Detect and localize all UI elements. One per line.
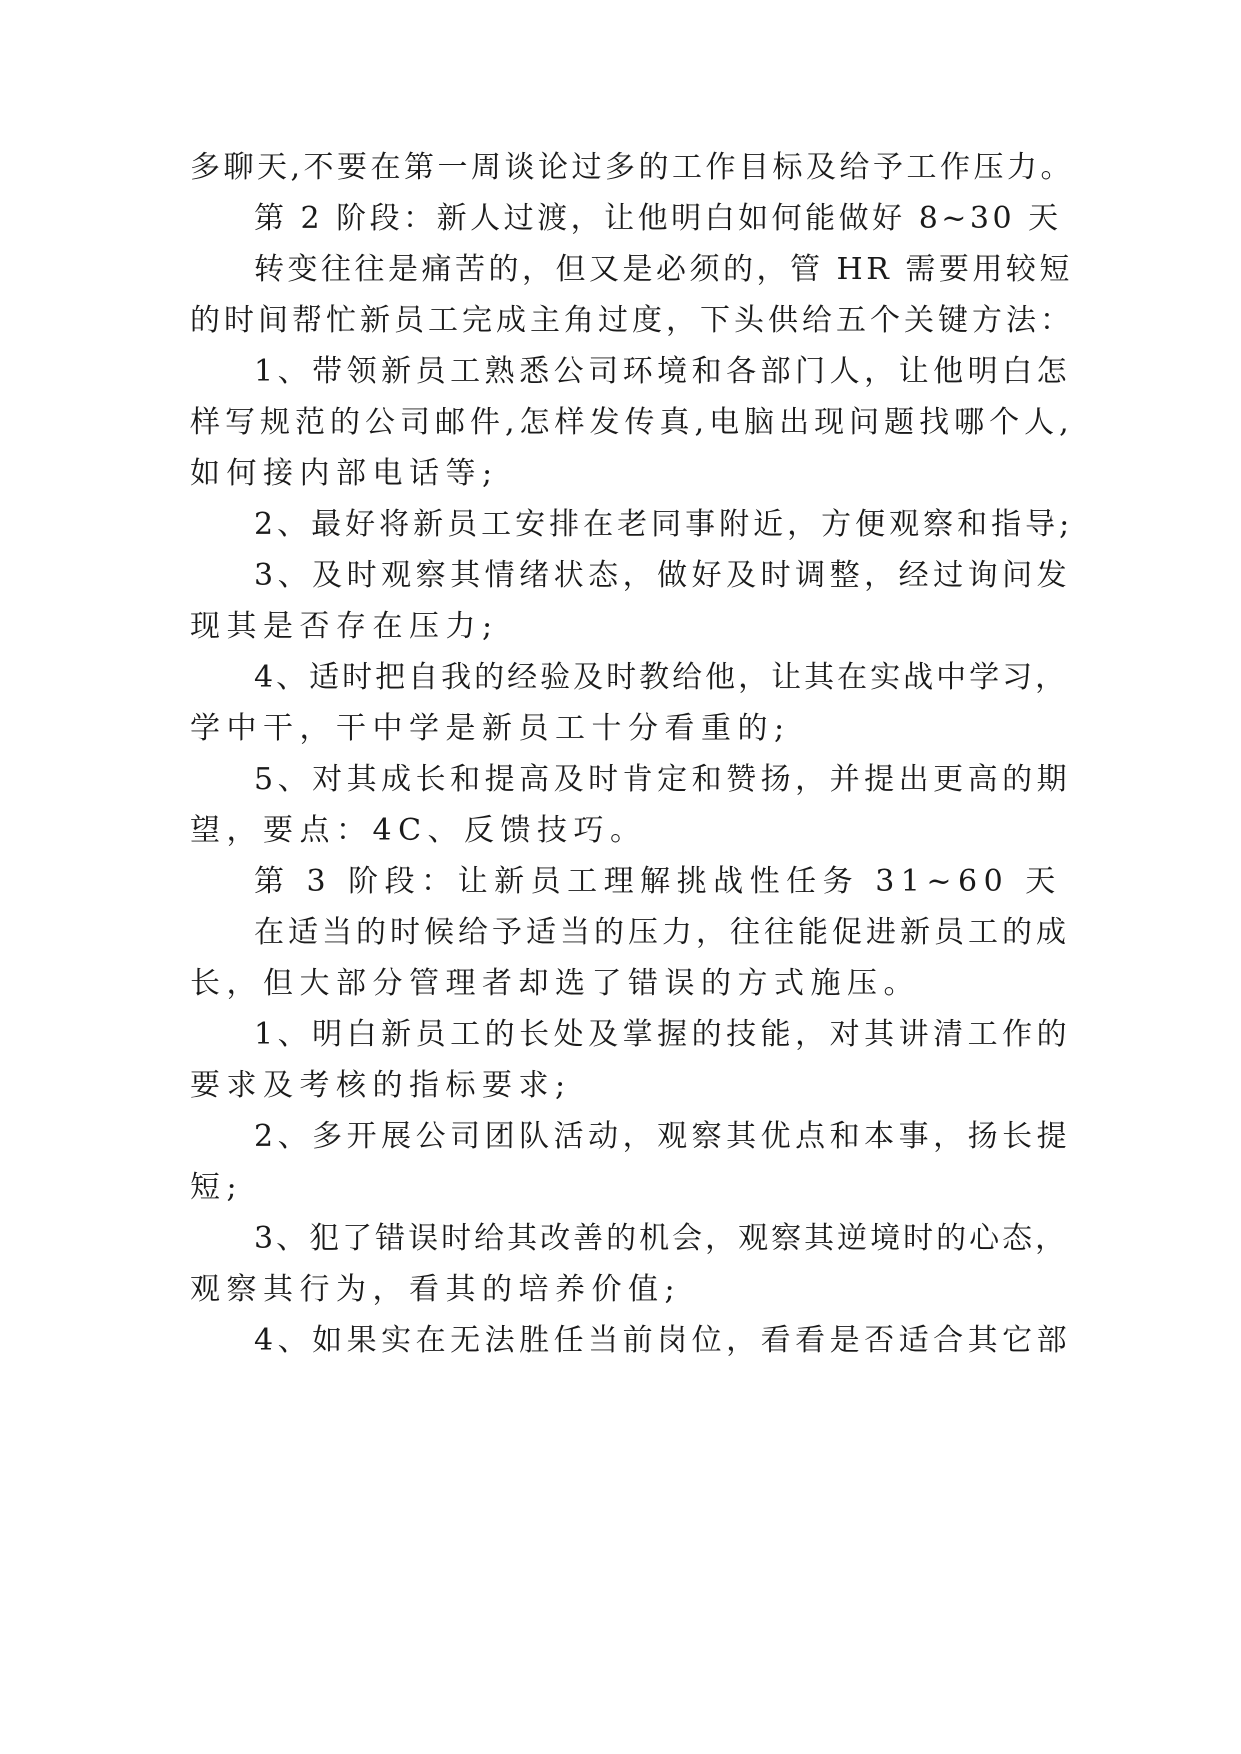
- list-item-line: 2、多开展公司团队活动，观察其优点和本事，扬长提: [254, 1119, 1072, 1154]
- paragraph-line: 长，但大部分管理者却选了错误的方式施压。: [190, 966, 920, 1001]
- list-item-line: 望，要点：4C、反馈技巧。: [190, 813, 647, 848]
- paragraph-line: 在适当的时候给予适当的压力，往往能促进新员工的成: [254, 915, 1070, 950]
- list-item-line: 4、如果实在无法胜任当前岗位，看看是否适合其它部: [254, 1323, 1072, 1358]
- paragraph-line: 转变往往是痛苦的，但又是必须的，管 HR 需要用较短: [254, 252, 1073, 287]
- list-item-line: 1、带领新员工熟悉公司环境和各部门人，让他明白怎: [254, 354, 1072, 389]
- list-item-line: 4、适时把自我的经验及时教给他，让其在实战中学习，: [254, 660, 1069, 695]
- section-heading-stage-2: 第 2 阶段：新人过渡，让他明白如何能做好 8~30 天: [254, 201, 1062, 236]
- list-item-line: 学中干，干中学是新员工十分看重的;: [190, 711, 791, 746]
- section-heading-stage-3: 第 3 阶段：让新员工理解挑战性任务 31~60 天: [254, 864, 1062, 899]
- list-item-line: 样写规范的公司邮件,怎样发传真,电脑出现问题找哪个人,: [190, 405, 1074, 440]
- paragraph-line: 多聊天,不要在第一周谈论过多的工作目标及给予工作压力。: [190, 150, 1075, 185]
- list-item-line: 观察其行为，看其的培养价值;: [190, 1272, 682, 1307]
- list-item-line: 现其是否存在压力;: [190, 609, 499, 644]
- list-item-line: 3、犯了错误时给其改善的机会，观察其逆境时的心态，: [254, 1221, 1069, 1256]
- list-item-line: 2、最好将新员工安排在老同事附近，方便观察和指导;: [254, 507, 1074, 542]
- list-item-line: 5、对其成长和提高及时肯定和赞扬，并提出更高的期: [254, 762, 1072, 797]
- list-item-line: 要求及考核的指标要求;: [190, 1068, 572, 1103]
- list-item-line: 如何接内部电话等;: [190, 456, 499, 491]
- list-item-line: 短;: [190, 1170, 244, 1205]
- list-item-line: 3、及时观察其情绪状态，做好及时调整，经过询问发: [254, 558, 1072, 593]
- list-item-line: 1、明白新员工的长处及掌握的技能，对其讲清工作的: [254, 1017, 1072, 1052]
- paragraph-line: 的时间帮忙新员工完成主角过度，下头供给五个关键方法：: [190, 303, 1074, 338]
